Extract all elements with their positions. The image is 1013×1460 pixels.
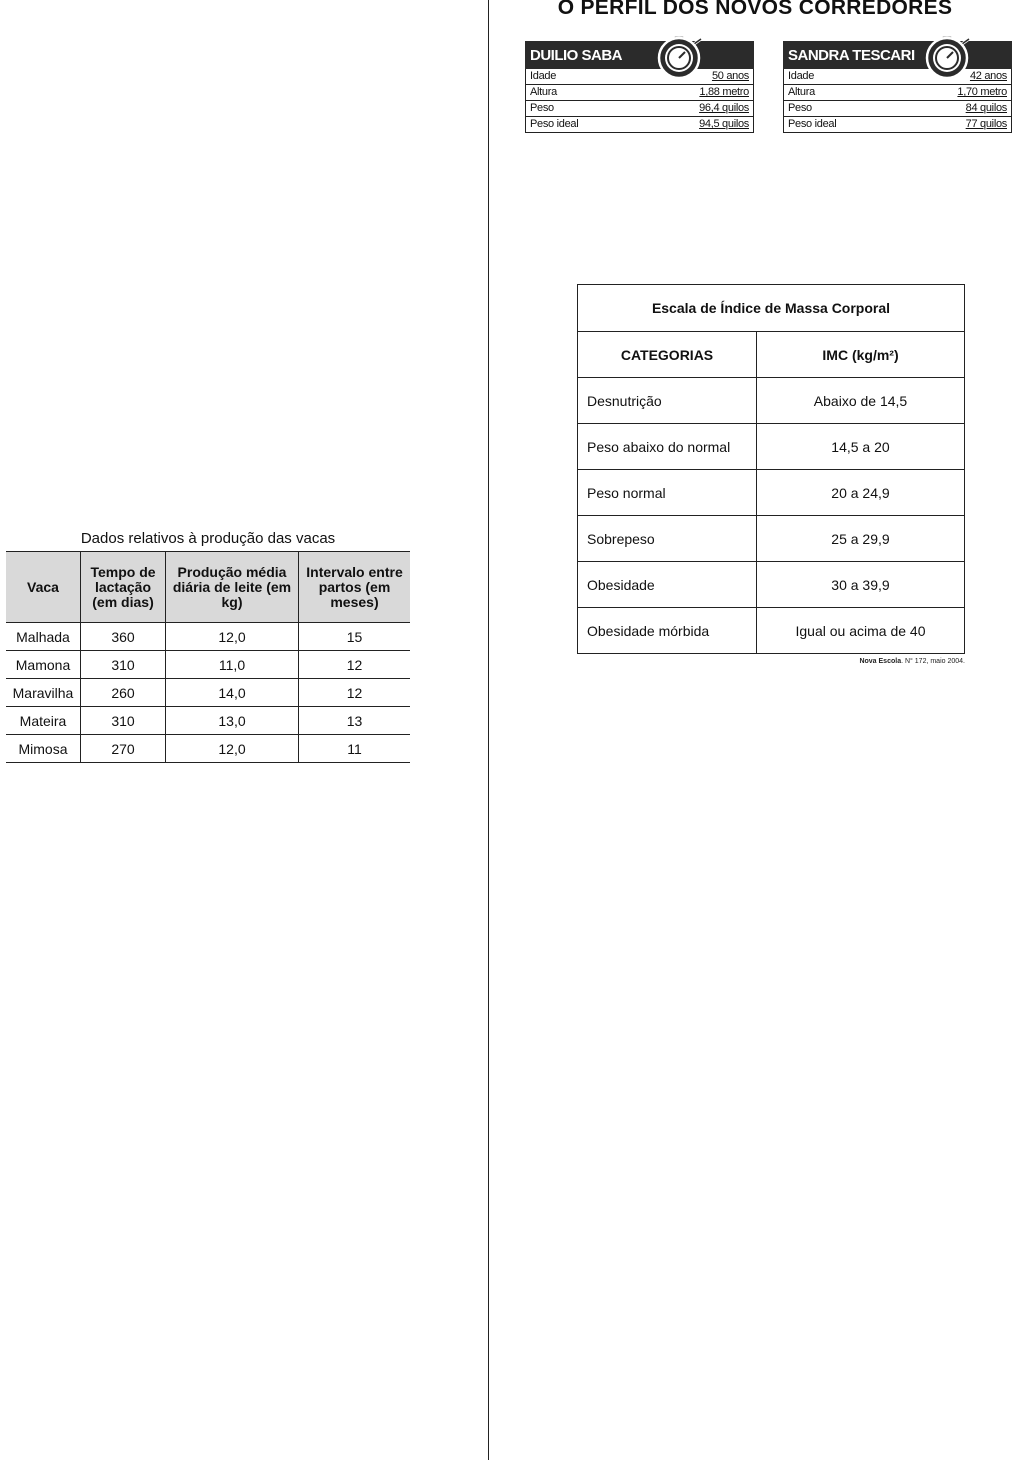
vaca-producao: 11,0 bbox=[166, 651, 299, 679]
imc-source bbox=[577, 658, 965, 665]
runner-row bbox=[525, 69, 754, 85]
stopwatch-icon bbox=[649, 34, 709, 82]
source-details: . N° 172, maio 2004. bbox=[901, 658, 965, 665]
row-label: Peso ideal bbox=[788, 118, 837, 130]
runner-row bbox=[525, 101, 754, 117]
vaca-intervalo: 15 bbox=[299, 623, 411, 651]
table-row bbox=[578, 516, 965, 562]
table-row bbox=[578, 608, 965, 654]
vaca-name: Mateira bbox=[6, 707, 81, 735]
table-row bbox=[578, 562, 965, 608]
imc-header-categorias: CATEGORIAS bbox=[578, 332, 757, 378]
imc-table-title: Escala de Índice de Massa Corporal bbox=[578, 285, 965, 332]
row-value: 77 quilos bbox=[965, 118, 1007, 130]
runner-row bbox=[783, 85, 1012, 101]
imc-category: Peso abaixo do normal bbox=[578, 424, 757, 470]
row-label: Peso bbox=[788, 102, 812, 114]
vaca-name: Mimosa bbox=[6, 735, 81, 763]
vacas-table bbox=[6, 551, 410, 763]
table-row bbox=[6, 735, 410, 763]
table-row bbox=[6, 623, 410, 651]
runner-name: SANDRA TESCARI bbox=[788, 47, 915, 64]
table-row bbox=[578, 424, 965, 470]
runner-row bbox=[525, 85, 754, 101]
stopwatch-icon bbox=[917, 34, 977, 82]
vacas-header-producao: Produção média diária de leite (em kg) bbox=[166, 552, 299, 623]
vaca-intervalo: 13 bbox=[299, 707, 411, 735]
runner-row bbox=[783, 117, 1012, 133]
row-value: 50 anos bbox=[711, 70, 749, 82]
vaca-lactacao: 310 bbox=[81, 707, 166, 735]
imc-category: Peso normal bbox=[578, 470, 757, 516]
vacas-header-vaca: Vaca bbox=[6, 552, 81, 623]
row-label: Altura bbox=[530, 86, 557, 98]
imc-range: 20 a 24,9 bbox=[757, 470, 965, 516]
row-label: Peso bbox=[530, 102, 554, 114]
runner-card-sandra bbox=[783, 41, 1012, 133]
imc-category: Obesidade mórbida bbox=[578, 608, 757, 654]
imc-category: Obesidade bbox=[578, 562, 757, 608]
runner-row bbox=[525, 117, 754, 133]
vaca-lactacao: 360 bbox=[81, 623, 166, 651]
vaca-name: Maravilha bbox=[6, 679, 81, 707]
vaca-producao: 12,0 bbox=[166, 735, 299, 763]
vaca-producao: 13,0 bbox=[166, 707, 299, 735]
row-label: Altura bbox=[788, 86, 815, 98]
table-row bbox=[6, 651, 410, 679]
imc-table bbox=[577, 284, 965, 654]
vaca-name: Mamona bbox=[6, 651, 81, 679]
runner-card-duilio bbox=[525, 41, 754, 133]
imc-range: 14,5 a 20 bbox=[757, 424, 965, 470]
runner-row bbox=[783, 101, 1012, 117]
vaca-producao: 12,0 bbox=[166, 623, 299, 651]
column-divider bbox=[488, 0, 489, 1460]
imc-range: 25 a 29,9 bbox=[757, 516, 965, 562]
imc-range: Abaixo de 14,5 bbox=[757, 378, 965, 424]
vaca-lactacao: 270 bbox=[81, 735, 166, 763]
row-value: 1,88 metro bbox=[699, 86, 749, 98]
vaca-intervalo: 12 bbox=[299, 679, 411, 707]
runner-card-header bbox=[783, 41, 1012, 69]
source-publication: Nova Escola bbox=[859, 658, 902, 665]
row-label: Idade bbox=[788, 70, 815, 82]
row-label: Idade bbox=[530, 70, 557, 82]
imc-category: Desnutrição bbox=[578, 378, 757, 424]
vaca-intervalo: 11 bbox=[299, 735, 411, 763]
imc-range: 30 a 39,9 bbox=[757, 562, 965, 608]
vacas-title: Dados relativos à produção das vacas bbox=[80, 530, 336, 547]
vaca-lactacao: 260 bbox=[81, 679, 166, 707]
vaca-producao: 14,0 bbox=[166, 679, 299, 707]
row-value: 94,5 quilos bbox=[699, 118, 749, 130]
vaca-intervalo: 12 bbox=[299, 651, 411, 679]
row-value: 1,70 metro bbox=[957, 86, 1007, 98]
vacas-header-intervalo: Intervalo entre partos (em meses) bbox=[299, 552, 411, 623]
vaca-name: Malhada bbox=[6, 623, 81, 651]
table-row bbox=[6, 679, 410, 707]
vaca-lactacao: 310 bbox=[81, 651, 166, 679]
table-row bbox=[6, 707, 410, 735]
imc-range: Igual ou acima de 40 bbox=[757, 608, 965, 654]
vacas-header-tempo: Tempo de lactação (em dias) bbox=[81, 552, 166, 623]
row-label: Peso ideal bbox=[530, 118, 579, 130]
imc-header-imc: IMC (kg/m²) bbox=[757, 332, 965, 378]
runner-name: DUILIO SABA bbox=[530, 47, 622, 64]
runner-row bbox=[783, 69, 1012, 85]
table-row bbox=[578, 378, 965, 424]
table-row bbox=[578, 470, 965, 516]
row-value: 84 quilos bbox=[965, 102, 1007, 114]
row-value: 96,4 quilos bbox=[699, 102, 749, 114]
runner-card-header bbox=[525, 41, 754, 69]
row-value: 42 anos bbox=[969, 70, 1007, 82]
imc-category: Sobrepeso bbox=[578, 516, 757, 562]
perfil-title: O PERFIL DOS NOVOS CORREDORES bbox=[557, 0, 953, 19]
